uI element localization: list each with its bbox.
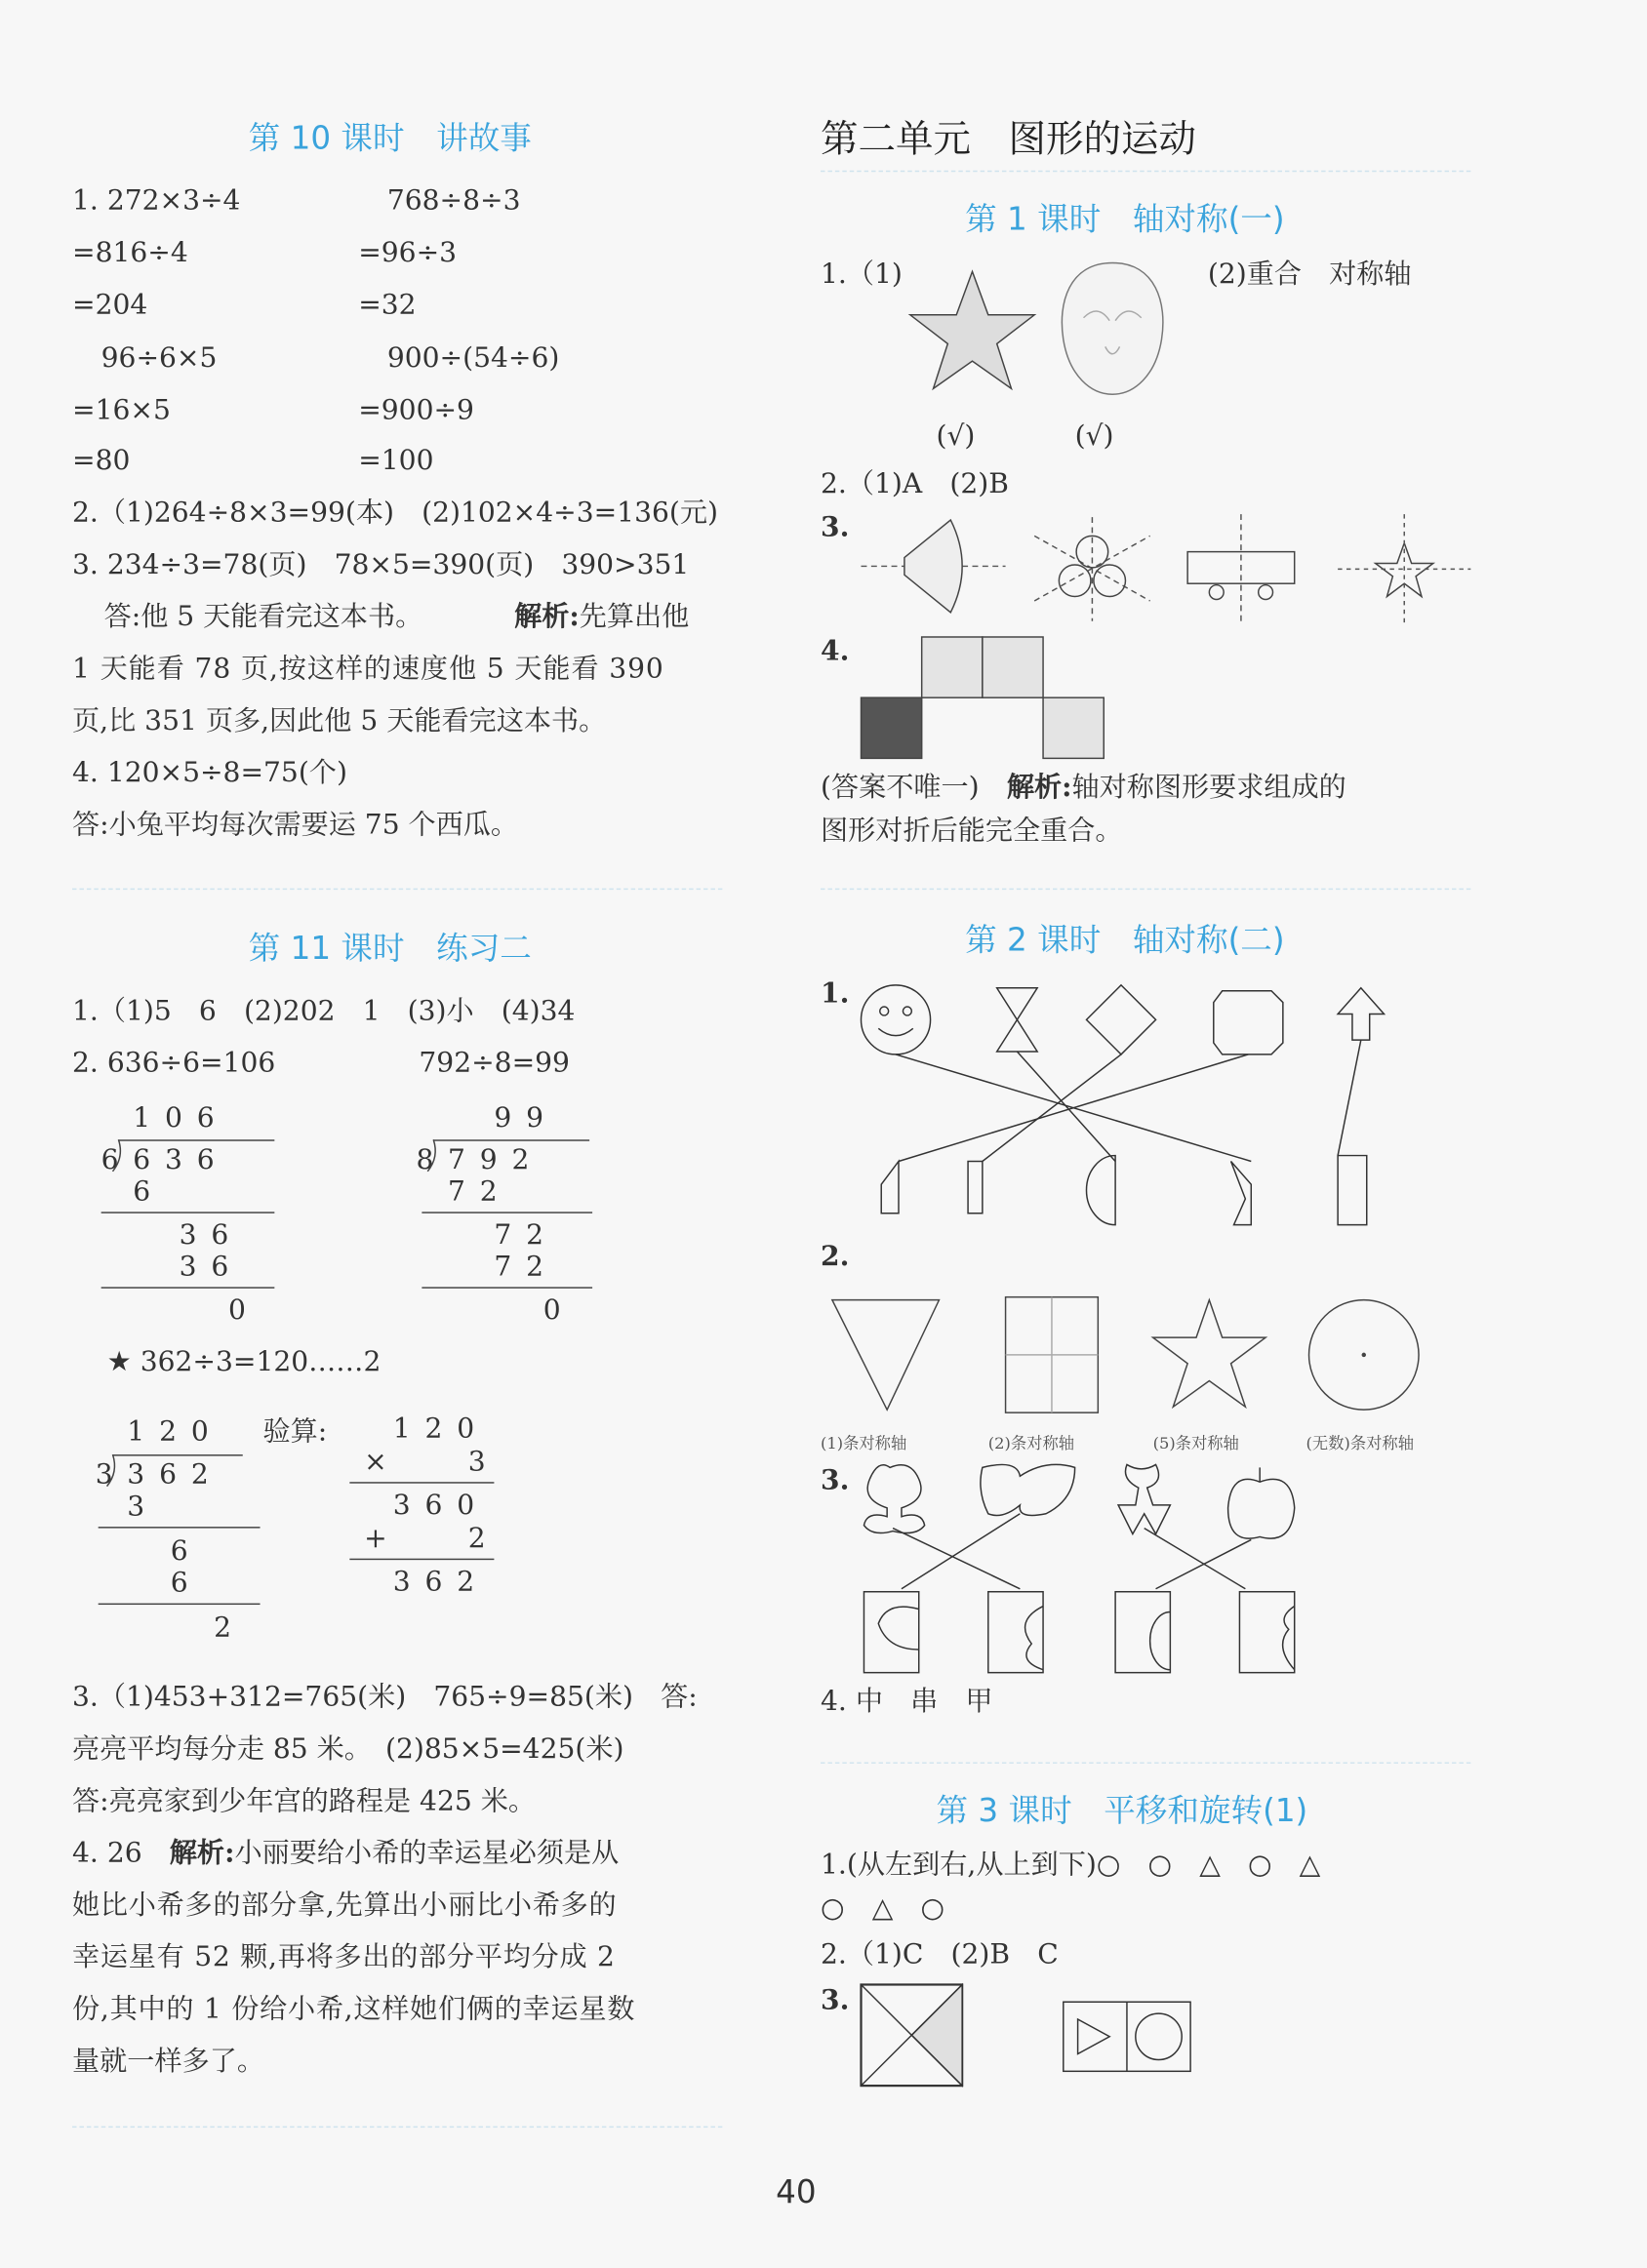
product: 3 6 0 [392,1489,478,1522]
lesson-1-title: 第 1 课时 轴对称(一) [965,202,1285,239]
answer-4: 4. 中 串 甲 [821,1685,993,1718]
lesson-10-title: 第 10 课时 讲故事 [248,121,532,158]
answer-2: 2.（1)A (2)B [821,467,1009,500]
step: 7 2 [448,1175,501,1208]
caption: (5)条对称轴 [1152,1434,1239,1453]
answer-text: 答:小兔平均每次需要运 75 个西瓜。 [72,809,519,841]
answer-4: 4. 120×5÷8=75(个) [72,756,347,789]
analysis-text: 先算出他 [579,600,690,633]
analysis-text: 轴对称图形要求组成的 [1071,771,1346,804]
calc-line: 768÷8÷3 [386,184,521,218]
note: (答案不唯一) [821,771,980,804]
page-number: 40 [776,2174,817,2211]
section-divider [72,2127,722,2128]
analysis-text: 量就一样多了。 [72,2045,264,2078]
calc-line: 96÷6×5 [100,341,218,375]
section-divider [72,889,722,890]
analysis-label: 解析: [1006,771,1072,804]
step: 6 [133,1175,154,1208]
answer-text: 1 天能看 78 页,按这样的速度他 5 天能看 390 [72,653,664,685]
analysis-text: 图形对折后能完全重合。 [821,815,1123,847]
calc-line: =100 [358,445,434,477]
plus-sign: + [364,1522,387,1555]
answer-2b: 792÷8=99 [419,1047,570,1080]
quotient: 1 2 0 [127,1415,212,1448]
analysis-text: 份,其中的 1 份给小希,这样她们俩的幸运星数 [72,1993,636,2025]
verify-label: 验算: [262,1415,328,1448]
step: 6 [170,1534,191,1568]
step: 7 2 [494,1218,547,1252]
lesson-11-title: 第 11 课时 练习二 [248,932,532,969]
answer-text: 答:亮亮家到少年宫的路程是 425 米。 [72,1785,536,1817]
result: 3 6 2 [392,1566,478,1598]
calc-line: 900÷(54÷6) [386,341,560,375]
star-problem: ★ 362÷3=120……2 [106,1346,382,1378]
step: 7 2 [494,1251,547,1283]
star-figure [907,268,1037,391]
answer-1: 1. [821,977,850,1011]
operand: 2 [467,1522,486,1555]
step: 3 [127,1491,148,1523]
answer-3: 3.（1)453+312=765(米) 765÷9=85(米) 答: [72,1681,698,1714]
section-divider [821,1762,1470,1763]
answer-1: 1.(从左到右,从上到下)○ ○ △ ○ △ [821,1849,1321,1881]
remainder: 0 [542,1293,561,1327]
answer-1: 1.（1) [821,259,903,291]
multiply-sign: × [364,1446,387,1478]
section-divider [821,889,1470,890]
divisor: 3 [95,1458,113,1492]
lesson-3-title: 第 3 课时 平移和旋转(1) [936,1794,1308,1831]
calc-line: =900÷9 [358,394,474,426]
unit-title: 第二单元 图形的运动 [821,118,1197,162]
operand: 3 [467,1446,486,1478]
answer-text: 亮亮平均每分走 85 米。 (2)85×5=425(米) [72,1732,624,1766]
squares-figure [861,634,1106,764]
divisor: 6 [100,1143,119,1176]
section-divider [821,171,1470,172]
lesson-2-title: 第 2 课时 轴对称(二) [965,923,1285,960]
analysis-text: 她比小希多的部分拿,先算出小丽比小希多的 [72,1889,618,1922]
calc-line: =96÷3 [358,236,458,269]
paper-cut-matching [859,1461,1321,1678]
step: 3 6 [179,1251,232,1283]
answer-2a: 2. 636÷6=106 [72,1047,276,1080]
calc-line: =32 [358,289,417,321]
quotient: 9 9 [494,1101,547,1134]
step: 6 [170,1567,191,1600]
answer-3: 3. 234÷3=78(页) 78×5=390(页) 390>351 [72,548,690,581]
answer-2: 2.（1)264÷8×3=99(本) (2)102×4÷3=136(元) [72,497,718,529]
answer-1b: (2)重合 对称轴 [1207,259,1412,291]
answer-2: 2.（1)C (2)B C [821,1938,1059,1970]
caption: (1)条对称轴 [821,1434,907,1453]
symmetry-axis-figures [861,514,1482,629]
calc-line: =816÷4 [72,236,188,269]
matching-figures [861,982,1395,1228]
remainder: 0 [227,1293,246,1327]
calc-line: 1. 272×3÷4 [72,184,241,218]
dividend: 6 3 6 [133,1143,218,1176]
quotient: 1 0 6 [133,1101,218,1134]
caption: (无数)条对称轴 [1306,1434,1415,1453]
divisor: 8 [416,1143,434,1176]
calc-line: =16×5 [72,394,171,426]
answer-3: 3. [821,1984,850,2017]
calc-line: =80 [72,445,131,477]
dividend: 7 9 2 [448,1143,533,1176]
analysis-label: 解析: [169,1837,235,1870]
check-mark: (√) [1074,419,1114,453]
answer-text: 答:他 5 天能看完这本书。 [103,600,423,633]
face-figure [1055,260,1170,398]
analysis-label: 解析: [514,600,580,633]
answer-3: 3. [821,1464,850,1497]
check-mark: (√) [936,419,976,453]
answer-1: 1.（1)5 6 (2)202 1 (3)小 (4)34 [72,995,576,1027]
operand: 1 2 0 [392,1413,478,1445]
caption: (2)条对称轴 [987,1434,1075,1453]
analysis-text: 小丽要给小希的幸运星必须是从 [234,1837,620,1870]
answer-3: 3. [821,511,850,543]
answer-4: 4. 26 [72,1837,142,1870]
answer-4: 4. [821,635,850,668]
remainder: 2 [214,1611,232,1645]
dividend: 3 6 2 [127,1458,212,1492]
analysis-text: 幸运星有 52 颗,再将多出的部分平均分成 2 [72,1941,616,1973]
answer-1b: ○ △ ○ [821,1891,945,1925]
answer-text: 页,比 351 页多,因此他 5 天能看完这本书。 [72,704,607,737]
rotation-figures [861,1982,1207,2089]
axis-count-figures [826,1294,1463,1415]
calc-line: =204 [72,289,148,321]
step: 3 6 [179,1218,232,1252]
answer-2: 2. [821,1240,850,1273]
